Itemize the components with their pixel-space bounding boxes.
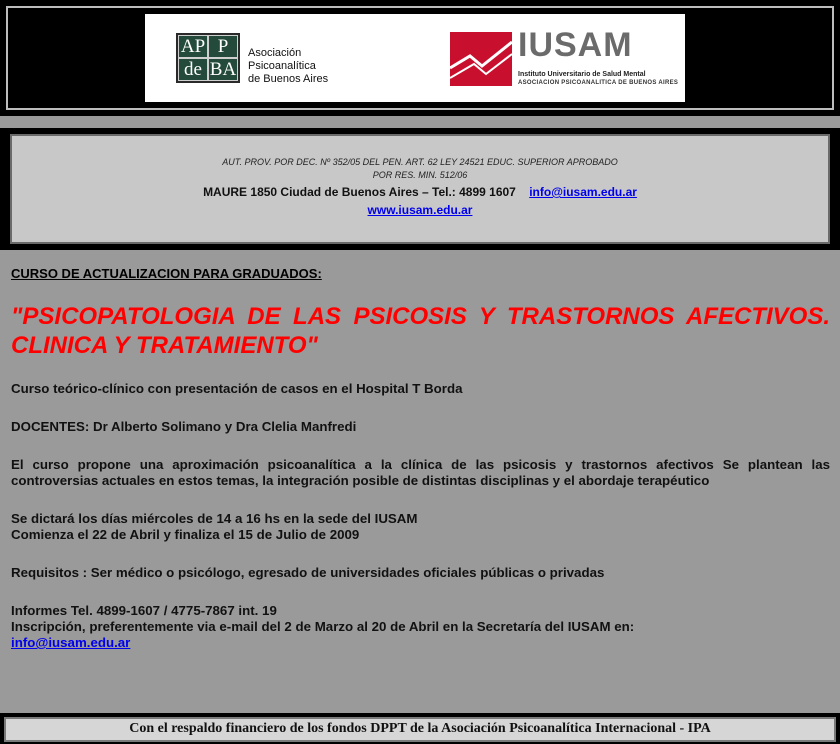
- iusam-logo-icon: [450, 32, 512, 86]
- address-box: [10, 134, 830, 244]
- address-line: [12, 185, 828, 199]
- inscripcion: Inscripción, preferentemente via e-mail del 2 de Marzo al 20 de Abril en la Secretaría del IUSAM en:: [11, 619, 635, 634]
- apdeba-logo: [176, 33, 240, 83]
- logo-box: [145, 14, 685, 102]
- informes: Informes Tel. 4899-1607 / 4775-7867 int. 19: [11, 603, 277, 618]
- main-content: [11, 266, 830, 651]
- email-line: [11, 635, 830, 651]
- schedule-line: Comienza el 22 de Abril y finaliza el 15 de Julio de 2009: [11, 527, 360, 542]
- website-line: [12, 203, 828, 217]
- apdeba-name-line: Psicoanalítica: [248, 60, 316, 72]
- apdeba-cell: P: [208, 35, 238, 58]
- requirements: Requisitos : Ser médico o psicólogo, egresado de universidades oficiales públicas o privadas: [11, 565, 605, 580]
- course-title: "PSICOPATOLOGIA DE LAS PSICOSIS Y TRASTORNOS AFECTIVOS. CLINICA Y TRATAMIENTO": [11, 303, 830, 359]
- logo-band: [0, 0, 840, 116]
- email-link[interactable]: info@iusam.edu.ar: [529, 185, 637, 199]
- course-type: Curso teórico-clínico con presentación de casos en el Hospital T Borda: [11, 381, 463, 396]
- authorization-line: POR RES. MIN. 512/06: [372, 170, 468, 180]
- section-heading: CURSO DE ACTUALIZACION PARA GRADUADOS:: [11, 266, 322, 281]
- website-link[interactable]: www.iusam.edu.ar: [367, 203, 473, 217]
- email-link[interactable]: info@iusam.edu.ar: [11, 635, 131, 650]
- iusam-title: IUSAM: [518, 26, 633, 64]
- docentes: DOCENTES: Dr Alberto Solimano y Dra Clelia Manfredi: [11, 419, 357, 434]
- schedule-line: Se dictará los días miércoles de 14 a 16 hs en la sede del IUSAM: [11, 511, 418, 526]
- course-description: El curso propone una aproximación psicoanalítica a la clínica de las psicosis y trastornos afectivos Se plantean las controversias actuales en estos temas, la integración posible de distintas disciplinas y el abordaje terapéutico: [11, 457, 830, 488]
- apdeba-name-line: de Buenos Aires: [248, 73, 329, 85]
- authorization-line: AUT. PROV. POR DEC. Nº 352/05 DEL PEN. ART. 62 LEY 24521 EDUC. SUPERIOR APROBADO: [222, 157, 618, 167]
- apdeba-name-line: Asociación: [248, 47, 302, 59]
- authorization-text: [12, 156, 828, 182]
- address-text: MAURE 1850 Ciudad de Buenos Aires – Tel.: 4899 1607: [203, 185, 516, 199]
- apdeba-name: [248, 47, 328, 86]
- apdeba-cell: AP: [178, 35, 208, 58]
- apdeba-cell: de: [178, 58, 208, 81]
- footer-text: Con el respaldo financiero de los fondos DPPT de la Asociación Psicoanalítica Internacional - IPA: [4, 717, 836, 742]
- iusam-subtitle-2: ASOCIACION PSICOANALITICA DE BUENOS AIRES: [518, 80, 679, 86]
- iusam-subtitle: Instituto Universitario de Salud Mental: [518, 71, 646, 78]
- apdeba-cell: BA: [209, 59, 237, 80]
